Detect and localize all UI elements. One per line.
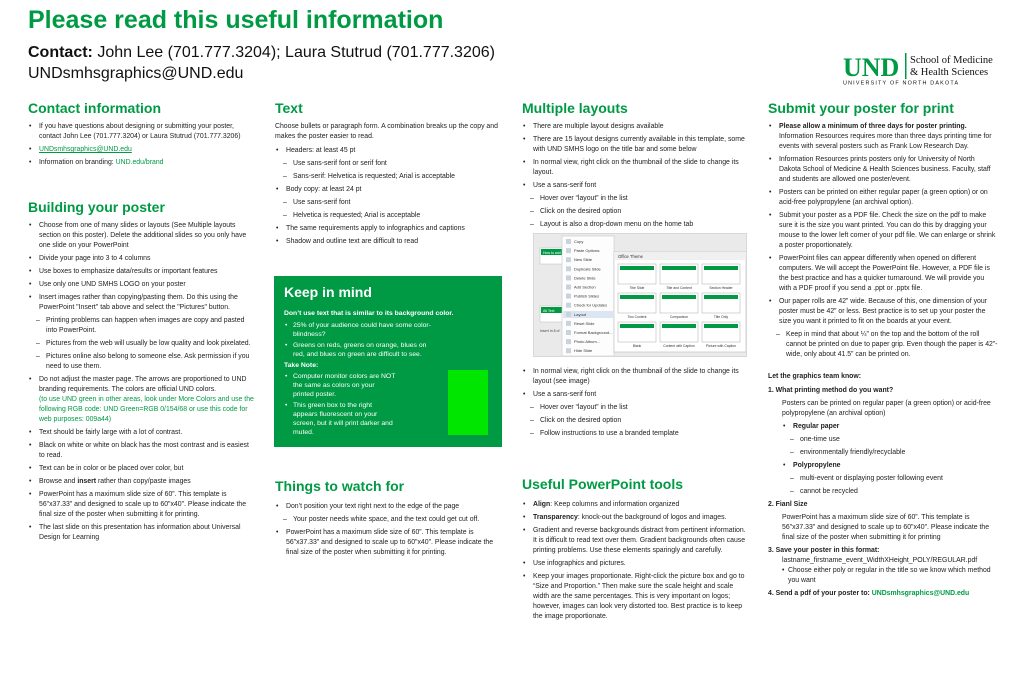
layout-thumbnail-bar: [704, 295, 738, 299]
page-title: Please read this useful information: [28, 6, 444, 34]
q3-label: 3. Save your poster in this format:: [768, 547, 880, 554]
contact-email[interactable]: UNDsmhsgraphics@UND.edu: [28, 65, 244, 82]
layout-thumbnail-bar: [704, 324, 738, 328]
context-menu-item[interactable]: Duplicate Slide: [574, 266, 601, 272]
list-item: • Posters can be printed on either regular paper (a green option) or on acid-free polypropylene (an archival option).: [768, 188, 998, 208]
panel-title: Office Theme: [618, 254, 643, 259]
list-item: [782, 422, 998, 458]
list-item: • Keep your images proportionate. Right-click the picture box and go to “Size and Proportion.” Then make sure the scale height and scale width are the same percentages. This is very important on logos; however, images can look very distorted too. Best practice is to keep the image proportionate.: [522, 572, 750, 622]
layout-thumbnail-bar: [662, 266, 696, 270]
context-menu-item[interactable]: Photo Album...: [574, 339, 601, 345]
layout-thumbnail-bar: [620, 324, 654, 328]
layouts-section-2: [522, 367, 750, 442]
tools-heading: Useful PowerPoint tools: [522, 476, 684, 492]
numbered-item: [768, 386, 998, 497]
three-days-rest: Information Resources requires more than three days printing time for events with several posters such as Frank Low Research Day.: [779, 133, 992, 150]
text-heading: Text: [275, 100, 303, 116]
three-days-bold: Please allow a minimum of three days for poster printing.: [779, 123, 967, 130]
layout-thumbnail-label[interactable]: Title and Content: [666, 286, 692, 290]
sub-item: – Keep in mind that about ¼” on the top and the bottom of the roll cannot be printed on due to paper grip. Even though the paper is 42”-wide, only about 41.5” can be printed on.: [768, 330, 998, 360]
keep-list: [284, 321, 434, 359]
list-item: • The same requirements apply to infographics and captions: [275, 224, 503, 234]
list-item: [275, 146, 503, 182]
menu-item-icon: [566, 275, 571, 280]
sub-item: – Your poster needs white space, and the text could get cut off.: [275, 515, 503, 525]
transparency-label: Transparency: [533, 514, 578, 521]
contact-info-heading: Contact information: [28, 100, 161, 116]
list-item: • PowerPoint has a maximum slide size of 60”. This template is 56"x37.33" and designed to scale up to 60"x40". Please indicate the final size of the poster when submitting it for printing.: [28, 490, 256, 520]
context-menu-item[interactable]: New Slide: [574, 257, 593, 263]
context-menu-item[interactable]: Format Background...: [574, 330, 613, 335]
numbered-item: [768, 589, 998, 599]
list-item: [28, 477, 256, 487]
menu-item-icon: [566, 239, 571, 244]
paper-rolls-text: Our paper rolls are 42” wide. Because of this, one dimension of your poster must be 42” or less. Best practice is to set up your poster the size you want it printed to fit on the boards at your event.: [779, 298, 987, 325]
menu-item-icon: [566, 266, 571, 271]
list-item: • Computer monitor colors are NOT the same as colors on your printed poster.: [284, 372, 396, 399]
list-item: • There are 15 layout designs currently available in this template, some with UND SMHS logo on the title bar and some below: [522, 135, 750, 155]
logo-line3: UNIVERSITY OF NORTH DAKOTA: [843, 80, 960, 86]
und-smhs-logo: [843, 50, 1003, 86]
menu-item-icon: [566, 294, 571, 299]
insert-bold: insert: [77, 478, 97, 485]
browse-text: Browse and: [39, 478, 78, 485]
keep-in-mind-heading: Keep in mind: [284, 284, 372, 300]
insert-rest: rather than copy/paste images: [96, 478, 191, 485]
layout-thumbnail-label[interactable]: Comparison: [669, 315, 689, 319]
list-item: • Greens on reds, greens on orange, blues on red, and blues on green are difficult to see.: [284, 341, 434, 359]
list-item: [28, 375, 256, 425]
thumb-2-text: Alt Text: [543, 309, 555, 313]
sub-item: – multi-event or displaying poster following event: [782, 474, 998, 484]
layout-menu-screenshot: [533, 233, 747, 357]
context-menu-item[interactable]: Publish Slides: [574, 293, 600, 299]
building-list: [28, 221, 256, 543]
layouts-list: [522, 122, 750, 230]
list-item: [768, 122, 998, 152]
edge-text: Don’t position your text right next to the edge of the page: [286, 503, 460, 510]
take-note-label: Take Note:: [284, 362, 319, 369]
text-list: [275, 146, 503, 247]
layout-thumbnail-label[interactable]: Blank: [632, 344, 642, 348]
keep-in-mind-box: [274, 276, 502, 447]
regular-paper-label: Regular paper: [793, 423, 840, 430]
list-item: [522, 513, 750, 523]
list-item: • Gradient and reverse backgrounds distract from pertinent information. It is difficult to read text over them. Gradient backgrounds often cause printing problems. Use these elements sparingly and carefully.: [522, 526, 750, 556]
insert-images-text: Insert images rather than copying/pasting them. Do this using the PowerPoint "Insert" tab above and select the "Pictures" button.: [39, 294, 238, 311]
contact-info-list: [28, 122, 256, 168]
align-label: Align: [533, 501, 551, 508]
submit-list: [768, 122, 998, 360]
menu-item-icon: [566, 248, 571, 253]
list-item: [768, 297, 998, 360]
polypropylene-label: Polypropylene: [793, 462, 841, 469]
note-list: [284, 372, 396, 437]
layout-thumbnail-bar: [620, 266, 654, 270]
sub-item: – cannot be recycled: [782, 487, 998, 497]
sub-item: – Sans-serif: Helvetica is requested; Arial is acceptable: [275, 172, 503, 182]
context-menu-item[interactable]: Copy: [574, 239, 584, 244]
list-item: • There are multiple layout designs available: [522, 122, 750, 132]
layout-thumbnail-label[interactable]: Title Only: [713, 315, 729, 319]
thumb-1-text: How to add: [543, 251, 561, 255]
list-item: • Information Resources prints posters only for University of North Dakota School of Medicine & Health Sciences business. Faculty, staff and students are allowed one poster/event.: [768, 155, 998, 185]
sub-item: – Follow instructions to use a branded template: [522, 429, 750, 439]
graphics-heading: Let the graphics team know:: [768, 373, 862, 380]
list-item: [28, 293, 256, 372]
menu-item-icon: [566, 303, 571, 308]
list-item: [522, 390, 750, 439]
master-page-text: Do not adjust the master page. The arrows are proportioned to UND branding requirements. The colors are official UND colors.: [39, 376, 247, 393]
q2-label: 2. Fianl Size: [768, 501, 808, 508]
layout-thumbnail-bar: [662, 324, 696, 328]
menu-item-icon: [566, 321, 571, 326]
menu-item-icon: [566, 285, 571, 290]
list-item: • Use boxes to emphasize data/results or important features: [28, 267, 256, 277]
column-1: [28, 100, 256, 546]
q1-label: 1. What printing method do you want?: [768, 387, 894, 394]
layout-thumbnail-label[interactable]: Section Header: [709, 286, 733, 290]
sub-item: – Helvetica is requested; Arial is acceptable: [275, 211, 503, 221]
context-menu-item[interactable]: Hide Slide: [574, 348, 593, 354]
submit-heading: Submit your poster for print: [768, 100, 954, 116]
transparency-text: : knock-out the background of logos and images.: [577, 514, 727, 521]
fluorescent-green-swatch: [448, 370, 488, 435]
column-2: [275, 100, 503, 250]
list-item: • Use infographics and pictures.: [522, 559, 750, 569]
list-item: • 25% of your audience could have some color-blindness?: [284, 321, 434, 339]
watch-list: [275, 502, 503, 558]
contact-label: Contact:: [28, 44, 93, 61]
context-menu-item[interactable]: Add Section: [574, 284, 596, 290]
context-menu-item[interactable]: Check for Updates: [574, 302, 608, 308]
list-item: [522, 500, 750, 510]
text-intro: Choose bullets or paragraph form. A combination breaks up the copy and makes the poster easier to read.: [275, 123, 498, 140]
building-heading: Building your poster: [28, 199, 165, 215]
context-menu-item[interactable]: Reset Slide: [574, 320, 595, 326]
list-item: • PowerPoint has a maximum slide size of 60”. This template is 56"x37.33" and designed to scale up to 60"x40". Please indicate the final size of the poster when submitting it for printing.: [275, 528, 503, 558]
list-item: [275, 185, 503, 221]
layout-thumbnail-label[interactable]: Content with Caption: [663, 344, 695, 348]
sub-item: – Click on the desired option: [522, 207, 750, 217]
list-item: [28, 158, 256, 168]
list-item: • In normal view, right click on the thumbnail of the slide to change its layout (see image): [522, 367, 750, 387]
q3-bullet: • Choose either poly or regular in the title so we know which method you want: [782, 567, 991, 584]
keep-bold-line: Don’t use text that is similar to its background color.: [284, 310, 454, 317]
numbered-item: [768, 546, 998, 586]
sub-item: – Layout is also a drop-down menu on the home tab: [522, 220, 750, 230]
branding-label: Information on branding:: [39, 159, 116, 166]
list-item: • Use only one UND SMHS LOGO on your poster: [28, 280, 256, 290]
sub-item: – Pictures online also belong to someone else. Ask permission if you need to use them.: [28, 352, 256, 372]
layout-thumbnail-bar: [704, 266, 738, 270]
tools-list: [522, 500, 750, 622]
list-item: [275, 502, 503, 525]
sub-item: – Hover over “layout” in the list: [522, 194, 750, 204]
contact-block: [28, 42, 495, 84]
body-copy-text: Body copy: at least 24 pt: [286, 186, 362, 193]
list-item: • In normal view, right click on the thumbnail of the slide to change its layout.: [522, 158, 750, 178]
headers-text: Headers: at least 45 pt: [286, 147, 356, 154]
sans-serif-text-2: Use a sans-serif font: [533, 391, 597, 398]
list-item: • Shadow and outline text are difficult to read: [275, 237, 503, 247]
sub-item: – Use sans-serif font or serif font: [275, 159, 503, 169]
list-item: • Black on white or white on black has the most contrast and is easiest to read.: [28, 441, 256, 461]
list-item: [28, 145, 256, 155]
sub-item: – Click on the desired option: [522, 416, 750, 426]
watch-section: [275, 478, 503, 561]
layouts-heading: Multiple layouts: [522, 100, 628, 116]
q4-label: 4. Send a pdf of your poster to:: [768, 590, 872, 597]
menu-item-icon: [566, 339, 571, 344]
list-item: [782, 461, 998, 497]
list-item: • Divide your page into 3 to 4 columns: [28, 254, 256, 264]
layout-thumbnail-label[interactable]: Picture with Caption: [705, 344, 737, 348]
und-logo-icon: [843, 50, 1003, 86]
layout-thumbnail-label[interactable]: Two Content: [627, 315, 647, 319]
list-item: • PowerPoint files can appear differently when opened on different computers. We will accept the PowerPoint file. However, a PDF file is the best practice and has a quicker turnaround. We will provide you with a PDF proof if you send a .ppt or .pptx file.: [768, 254, 998, 294]
menu-item-icon: [566, 257, 571, 262]
layouts-list-2: [522, 367, 750, 439]
q1-text: Posters can be printed on regular paper (a green option) or acid-free polypropylene (an archival option): [782, 400, 991, 417]
watch-heading: Things to watch for: [275, 478, 405, 494]
align-text: : Keep columns and information organized: [550, 501, 680, 508]
list-item: [522, 181, 750, 230]
layout-thumbnail-bar: [662, 295, 696, 299]
q3-bullet-text: Choose either poly or regular in the title so we know which method you want: [788, 567, 991, 584]
layout-thumbnail-label[interactable]: Title Slide: [629, 286, 645, 290]
list-item: • If you have questions about designing or submitting your poster, contact John Lee (701.777.3204) or Laura Stutrud (701.777.3206): [28, 122, 256, 142]
list-item: • Text should be fairly large with a lot of contrast.: [28, 428, 256, 438]
sub-item: – Hover over “layout” in the list: [522, 403, 750, 413]
q3-format: lastname_firstname_event_WidthXHeight_POLY/REGULAR.pdf: [782, 557, 978, 564]
list-item: • Choose from one of many slides or layouts (See Multiple layouts section on this poster). Delete the additional slides so you only have one slide on your PowerPoint: [28, 221, 256, 251]
column-3: [522, 100, 750, 233]
sub-item: – Use sans-serif font: [275, 198, 503, 208]
context-menu-item[interactable]: Layout: [574, 311, 587, 317]
logo-und-text: UND: [843, 53, 900, 82]
sub-item: – one-time use: [782, 435, 998, 445]
graphics-list: [768, 386, 998, 599]
list-item: • Submit your poster as a PDF file. Check the size on the pdf to make sure it is the size you want printed. You can do this by dragging your mouse to the lower left corner of your pdf file. We can enlarge or shrink a poster proportionately.: [768, 211, 998, 251]
list-item: • This green box to the right appears fluorescent on your screen, but it will print darker and muted.: [284, 401, 396, 437]
contact-names: John Lee (701.777.3204); Laura Stutrud (701.777.3206): [97, 44, 495, 61]
menu-item-icon: [566, 330, 571, 335]
logo-line1: School of Medicine: [910, 55, 993, 66]
context-menu-item[interactable]: Paste Options:: [574, 248, 601, 254]
layout-grid: [618, 264, 740, 348]
q2-text: PowerPoint has a maximum slide size of 60”. This template is 56"x37.33" and designed to scale up to 60"x40". Please indicate the final size of the poster when submitting it for printing: [782, 514, 990, 541]
sub-item: – environmentally friendly/recyclable: [782, 448, 998, 458]
column-4: [768, 100, 998, 602]
layout-thumbnail-bar: [620, 295, 654, 299]
tools-section: [522, 476, 750, 625]
graphics-email-link[interactable]: UNDsmhsgraphics@UND.edu: [39, 146, 132, 153]
sans-serif-text: Use a sans-serif font: [533, 182, 597, 189]
logo-line2: & Health Sciences: [910, 67, 989, 78]
list-item: • The last slide on this presentation has information about Universal Design for Learning: [28, 523, 256, 543]
sub-item: – Printing problems can happen when images are copy and pasted into PowerPoint.: [28, 316, 256, 336]
color-note: (to use UND green in other areas, look under More Colors and use the following RGB code: UND Green=RGB 0/154/68 or use this code for web purposes: 009a44): [39, 396, 254, 423]
sub-item: – Pictures from the web will usually be low quality and look pixelated.: [28, 339, 256, 349]
menu-item-icon: [566, 348, 571, 353]
context-menu-item[interactable]: Delete Slide: [574, 275, 596, 281]
thumb-3-text: Insert In 8 of: [540, 329, 560, 333]
branding-link[interactable]: UND.edu/brand: [115, 159, 164, 166]
menu-item-icon: [566, 312, 571, 317]
list-item: • Text can be in color or be placed over color, but: [28, 464, 256, 474]
submit-email-link[interactable]: UNDsmhsgraphics@UND.edu: [871, 590, 970, 597]
numbered-item: [768, 500, 998, 543]
